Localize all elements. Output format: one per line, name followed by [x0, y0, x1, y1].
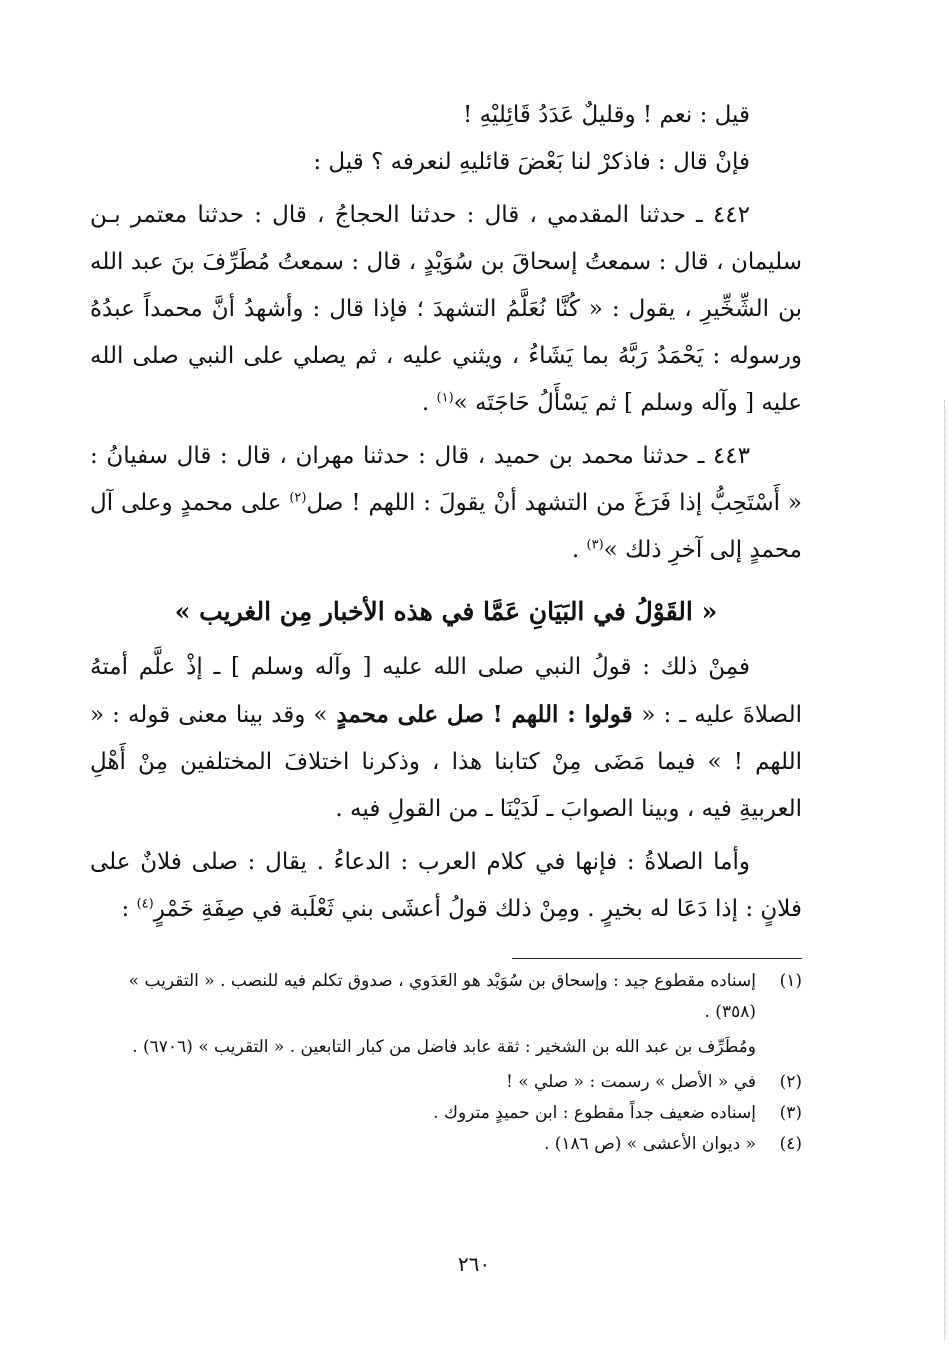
footnote-number: (١) [779, 971, 802, 991]
paragraph-5 [90, 644, 802, 833]
footnote-2 [90, 1067, 802, 1098]
hadith-442-text: ٤٤٢ ـ حدثنا المقدمي ، قال : حدثنا الحجاجُ ، قال : حدثنا معتمر بـن سليمان ، قال : سمعتُ إسحاقَ بن سُوَيْدٍ ، قال : سمعتُ مُطَرِّفَ بنَ عبد الله بن الشِّخِّيرِ ، يقول : « كُنَّا نُعَلَّمُ التشهدَ ؛ فإذا قال : وأشهدُ أنَّ محمداً عبدُهُ ورسوله : يَحْمَدُ رَبَّهُ بما يَشَاءُ ، ويثني عليه ، ثم يصلي على النبي صلى الله عليه [ وآله وسلم ] ثم يَسْأَلُ حَاجَتَه » [90, 202, 802, 416]
footnote-4 [90, 1129, 802, 1160]
paragraph-6-a: وأما الصلاةُ : فإنها في كلام العرب : الدعاءُ . يقال : صلى فلانٌ على فلانٍ : إذا دَعَا له بخيرٍ . ومِنْ ذلك قولُ أعشَى بني ثَعْلَبة في صِفَةِ خَمْرٍ [90, 849, 802, 922]
footnote-number: (٣) [779, 1103, 802, 1123]
footnote-1 [90, 966, 802, 1028]
footnote-number: (٢) [779, 1072, 802, 1092]
hadith-443-text-b: على محمدٍ وعلى آل محمدٍ إلى آخرِ ذلك » [90, 490, 802, 563]
hadith-443-end: . [571, 537, 587, 563]
hadith-442 [90, 192, 802, 427]
footnote-text: ومُطَرِّف بن عبد الله بن الشخير : ثقة عابد فاضل من كبار التابعين . « التقريب » (٦٧٠٦) . [132, 1037, 756, 1057]
footnote-text: « ديوان الأعشى » (ص ١٨٦) . [543, 1134, 756, 1154]
footnote-divider [512, 958, 802, 959]
hadith-443 [90, 433, 802, 574]
paragraph-2: فإنْ قال : فاذكرْ لنا بَعْضَ قائليهِ لنعرفه ؟ قيل : [313, 149, 750, 175]
footnote-ref-4[interactable]: (٤) [136, 896, 154, 912]
footnote-3 [90, 1098, 802, 1129]
footnote-text: إسناده ضعيف جداً مقطوع : ابن حميدٍ متروك . [433, 1103, 756, 1123]
footnotes [90, 958, 802, 1160]
paragraph-1: قيل : نعم ! وقليلٌ عَدَدُ قَائِليْهِ ! [463, 102, 750, 128]
footnote-1-continued [90, 1032, 802, 1063]
page-edge [944, 400, 945, 1340]
paragraph-6 [90, 839, 802, 933]
footnote-number: (٤) [779, 1134, 802, 1154]
footnote-text: إسناده مقطوع جيد : وإسحاق بن سُوَيْد هو العَدَوي ، صدوق تكلم فيه للنصب . « التقريب » (٣٥٨) . [128, 971, 756, 1022]
paragraph-5-b: » وقد بينا معنى قوله : « اللهم ! » فيما مَضَى مِنْ كتابنا هذا ، وذكرنا اختلافَ المختلفين مِنْ أَهْلِ العربيةِ فيه ، وبينا الصوابَ ـ لَدَيْنَا ـ من القولِ فيه . [90, 702, 802, 822]
footnote-ref-2[interactable]: (٢) [289, 490, 307, 506]
hadith-443-text-a: ٤٤٣ ـ حدثنا محمد بن حميد ، قال : حدثنا مهران ، قال : قال سفيانُ : « أَسْتَحِبُّ إذا فَرَغَ من التشهد أنْ يقولَ : اللهم ! صل [90, 443, 802, 516]
footnote-ref-3[interactable]: (٣) [586, 537, 604, 553]
hadith-442-end: . [421, 390, 437, 416]
paragraph-5-bold: قولوا : اللهم ! صل على محمدٍ [327, 701, 642, 728]
footnote-text: في « الأصل » رسمت : « صلي » ! [505, 1072, 756, 1092]
page-number: ٢٦٠ [457, 1252, 491, 1276]
main-text [90, 92, 802, 933]
section-heading: « القَوْلُ في البَيَانِ عَمَّا في هذه الأخبار مِن الغريب » [174, 597, 718, 626]
footnote-ref-1[interactable]: (١) [436, 390, 454, 406]
paragraph-6-end: : [121, 896, 137, 922]
paragraph-5-a: فمِنْ ذلك : قولُ النبي صلى الله عليه [ وآله وسلم ] ـ إذْ علَّم أمتهُ الصلاةَ عليه ـ : « [90, 654, 802, 728]
